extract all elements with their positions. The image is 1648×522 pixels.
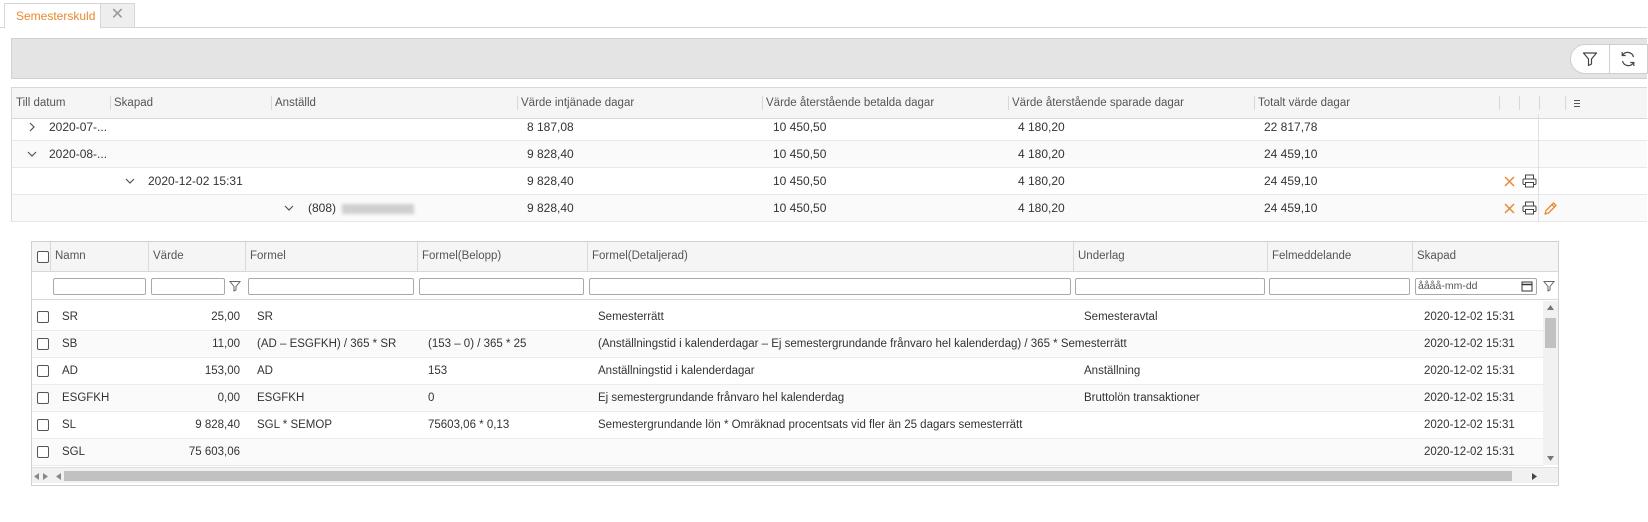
redacted-employee-name <box>342 204 414 214</box>
tab-semesterskuld[interactable]: Semesterskuld <box>4 3 101 29</box>
col-header-skapad[interactable]: Skapad <box>1412 242 1456 271</box>
table-row[interactable] <box>11 195 1647 222</box>
filter-icon[interactable] <box>229 280 241 295</box>
cell-underlag <box>1084 331 1264 357</box>
col-header-till-datum[interactable]: Till datum <box>16 97 66 109</box>
col-header-formel-detaljerad[interactable]: Formel(Detaljerad) <box>587 242 688 271</box>
detail-row[interactable] <box>32 304 1544 331</box>
select-all-checkbox[interactable] <box>37 251 49 263</box>
cell-varde: 9 828,40 <box>195 419 240 431</box>
row-checkbox[interactable] <box>37 311 49 323</box>
scroll-right-small-icon[interactable] <box>43 473 48 480</box>
cell-varde: 25,00 <box>211 311 240 323</box>
refresh-icon <box>1619 50 1637 68</box>
col-header-anstalld[interactable]: Anställd <box>275 97 316 109</box>
cell-felmeddelande <box>1278 385 1408 411</box>
cell-felmeddelande <box>1278 304 1408 330</box>
detail-grid-header <box>32 242 1558 272</box>
cell-formel-belopp <box>428 439 583 465</box>
scroll-left-icon[interactable] <box>34 473 39 480</box>
chevron-down-icon[interactable] <box>123 168 137 194</box>
cell-formel: SR <box>257 311 273 323</box>
cell-skapad: 2020-12-02 15:31 <box>1424 338 1515 350</box>
col-header-underlag[interactable]: Underlag <box>1073 242 1125 271</box>
cell-paid: 10 450,50 <box>773 174 827 188</box>
vertical-scroll-thumb[interactable] <box>1545 318 1556 348</box>
horizontal-scrollbar[interactable] <box>32 467 1558 483</box>
cell-formel-detaljerad: Anställningstid i kalenderdagar <box>598 365 755 377</box>
filter-button[interactable] <box>1571 45 1609 73</box>
filter-icon <box>1582 51 1598 67</box>
refresh-button[interactable] <box>1609 45 1647 73</box>
edit-pencil-icon[interactable] <box>1541 199 1559 217</box>
cell-namn: SL <box>62 419 77 431</box>
cell-skapad: 2020-12-02 15:31 <box>148 174 243 188</box>
cell-skapad: 2020-12-02 15:31 <box>1424 419 1515 431</box>
column-menu-icon[interactable] <box>1574 100 1580 107</box>
detail-row[interactable] <box>32 439 1544 466</box>
col-header-varde-betalda[interactable]: Värde återstående betalda dagar <box>766 97 935 109</box>
cell-till-datum: 2020-07-... <box>49 120 108 134</box>
row-checkbox[interactable] <box>37 419 49 431</box>
scroll-down-icon[interactable] <box>1547 456 1554 461</box>
col-header-formel-belopp[interactable]: Formel(Belopp) <box>417 242 501 271</box>
cell-felmeddelande <box>1278 412 1408 438</box>
cell-underlag <box>1084 412 1264 438</box>
cell-underlag <box>1084 439 1264 465</box>
filter-felmeddelande-input[interactable] <box>1269 278 1410 295</box>
cell-paid: 10 450,50 <box>773 147 827 161</box>
cell-skapad: 2020-12-02 15:31 <box>1424 311 1515 323</box>
cell-formel: ESGFKH <box>257 392 305 404</box>
filter-formel-belopp-input[interactable] <box>419 278 584 295</box>
cell-felmeddelande <box>1278 358 1408 384</box>
cell-underlag: Anställning <box>1084 365 1141 377</box>
cell-formel-belopp: (153 – 0) / 365 * 25 <box>428 338 527 350</box>
cell-formel-detaljerad: (Anställningstid i kalenderdagar – Ej semestergrundande frånvaro hel kalenderdag) / 365 * Semesterrätt <box>598 338 1127 350</box>
row-checkbox[interactable] <box>37 446 49 458</box>
cell-earned: 9 828,40 <box>527 147 574 161</box>
cell-paid: 10 450,50 <box>773 201 827 215</box>
cell-till-datum: 2020-08-... <box>49 147 108 161</box>
row-checkbox[interactable] <box>37 338 49 350</box>
cell-paid: 10 450,50 <box>773 120 827 134</box>
delete-icon[interactable] <box>1500 172 1518 190</box>
cell-formel-belopp: 75603,06 * 0,13 <box>428 419 510 431</box>
detail-row[interactable] <box>32 385 1544 412</box>
vertical-scrollbar[interactable] <box>1543 301 1558 465</box>
col-header-varde[interactable]: Värde <box>148 242 184 271</box>
col-header-totalt-varde[interactable]: Totalt värde dagar <box>1258 97 1351 109</box>
cell-skapad: 2020-12-02 15:31 <box>1424 446 1515 458</box>
col-header-namn[interactable]: Namn <box>50 242 86 271</box>
scroll-up-icon[interactable] <box>1547 305 1554 310</box>
cell-underlag: Semesteravtal <box>1084 311 1158 323</box>
cell-varde: 75 603,06 <box>188 446 240 458</box>
cell-formel-belopp: 153 <box>428 365 448 377</box>
cell-felmeddelande <box>1278 439 1408 465</box>
cell-earned: 8 187,08 <box>527 120 574 134</box>
cell-namn: SGL <box>62 446 86 458</box>
col-header-skapad[interactable]: Skapad <box>114 97 154 109</box>
cell-felmeddelande <box>1278 331 1408 357</box>
chevron-right-icon[interactable] <box>25 114 39 140</box>
toolbar <box>11 38 1647 79</box>
cell-formel: (AD – ESGFKH) / 365 * SR <box>257 338 397 350</box>
cell-total: 22 817,78 <box>1264 120 1318 134</box>
filter-skapad-date-input[interactable] <box>1415 278 1537 295</box>
tab-bar <box>0 0 1647 28</box>
cell-skapad: 2020-12-02 15:31 <box>1424 392 1515 404</box>
cell-varde: 0,00 <box>217 392 240 404</box>
cell-varde: 11,00 <box>212 338 240 350</box>
cell-saved: 4 180,20 <box>1018 201 1065 215</box>
cell-total: 24 459,10 <box>1264 201 1318 215</box>
filter-formel-detaljerad-input[interactable] <box>589 278 1071 295</box>
col-header-varde-sparade[interactable]: Värde återstående sparade dagar <box>1012 97 1184 109</box>
cell-skapad: 2020-12-02 15:31 <box>1424 365 1515 377</box>
cell-formel: SGL * SEMOP <box>257 419 332 431</box>
filter-row <box>32 272 1558 300</box>
cell-total: 24 459,10 <box>1264 147 1318 161</box>
detail-grid <box>31 241 1559 486</box>
cell-namn: AD <box>62 365 78 377</box>
cell-total: 24 459,10 <box>1264 174 1318 188</box>
cell-namn: SR <box>62 311 78 323</box>
row-checkbox[interactable] <box>37 392 49 404</box>
cell-namn: SB <box>62 338 78 350</box>
cell-formel-belopp <box>428 304 583 330</box>
scroll-right-icon[interactable] <box>1532 473 1537 480</box>
cell-earned: 9 828,40 <box>527 201 574 215</box>
detail-row[interactable] <box>32 331 1544 358</box>
toolbar-button-group <box>1570 44 1648 74</box>
employee-number: (808) <box>308 201 337 215</box>
table-row[interactable] <box>11 114 1647 141</box>
cell-formel-detaljerad: Semestergrundande lön * Omräknad procentsats vid fler än 25 dagars semesterrätt <box>598 419 1023 431</box>
cell-saved: 4 180,20 <box>1018 120 1065 134</box>
col-header-felmeddelande[interactable]: Felmeddelande <box>1267 242 1351 271</box>
chevron-down-icon[interactable] <box>25 141 39 167</box>
cell-saved: 4 180,20 <box>1018 174 1065 188</box>
detail-row[interactable] <box>32 412 1544 439</box>
col-header-varde-intjanade[interactable]: Värde intjänade dagar <box>521 97 635 109</box>
cell-formel: AD <box>257 365 273 377</box>
cell-saved: 4 180,20 <box>1018 147 1065 161</box>
horizontal-scroll-thumb[interactable] <box>64 471 1512 481</box>
scroll-left-icon[interactable] <box>56 473 61 480</box>
filter-namn-input[interactable] <box>53 278 146 295</box>
cell-formel <box>257 439 415 465</box>
cell-varde: 153,00 <box>204 365 240 377</box>
cell-earned: 9 828,40 <box>527 174 574 188</box>
calendar-icon[interactable] <box>1521 280 1533 292</box>
cell-anstalld <box>308 195 414 221</box>
cell-formel-detaljerad: Semesterrätt <box>598 311 664 323</box>
print-icon[interactable] <box>1520 172 1538 190</box>
cell-namn: ESGFKH <box>62 392 110 404</box>
filter-underlag-input[interactable] <box>1075 278 1265 295</box>
detail-row[interactable] <box>32 358 1544 385</box>
cell-formel-detaljerad: Ej semestergrundande frånvaro hel kalenderdag <box>598 392 845 404</box>
cell-formel-detaljerad <box>598 439 1071 465</box>
tab-close-button[interactable]: ✕ <box>101 3 135 28</box>
table-row[interactable] <box>11 141 1647 168</box>
cell-underlag: Bruttolön transaktioner <box>1084 392 1200 404</box>
filter-varde-input[interactable] <box>151 278 225 295</box>
print-icon[interactable] <box>1520 199 1538 217</box>
filter-icon[interactable] <box>1543 280 1555 295</box>
cell-formel-belopp: 0 <box>428 392 435 404</box>
chevron-down-icon[interactable] <box>282 195 296 221</box>
table-row[interactable] <box>11 168 1647 195</box>
col-header-formel[interactable]: Formel <box>245 242 286 271</box>
row-checkbox[interactable] <box>37 365 49 377</box>
date-placeholder: åååå-mm-dd <box>1418 280 1478 292</box>
filter-formel-input[interactable] <box>248 278 414 295</box>
delete-icon[interactable] <box>1500 199 1518 217</box>
